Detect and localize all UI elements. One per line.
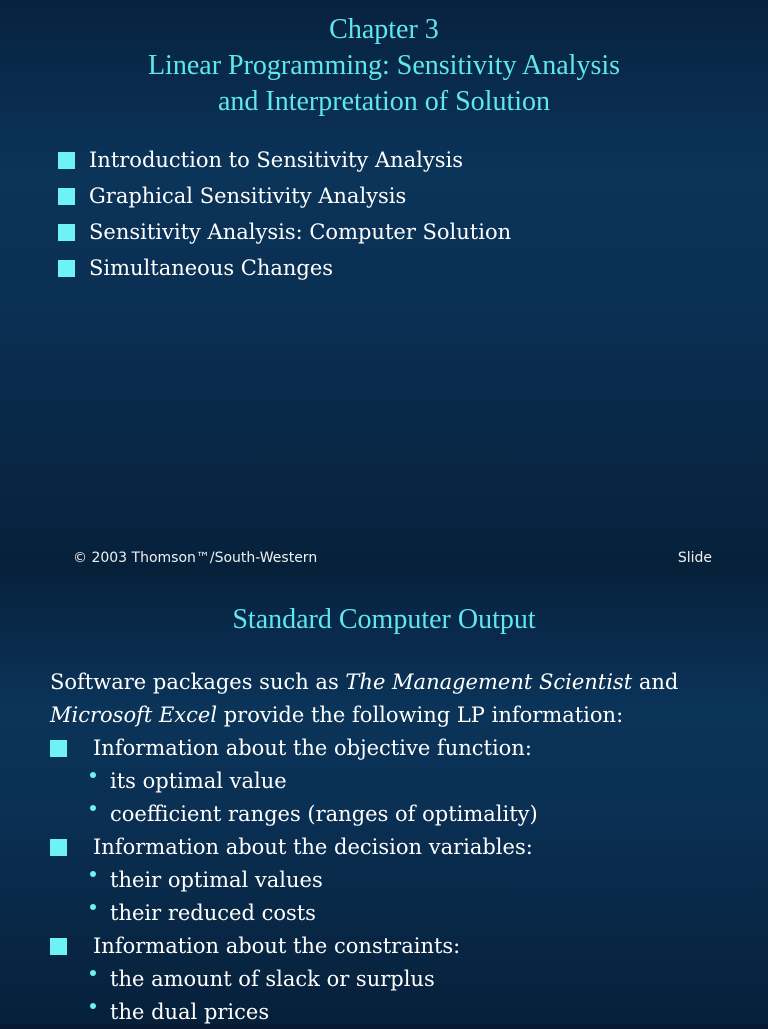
list-item bbox=[58, 142, 511, 178]
sub-item-text: the dual prices bbox=[110, 1000, 270, 1024]
square-bullet-icon bbox=[58, 260, 75, 277]
sub-item-text: their reduced costs bbox=[110, 901, 316, 925]
sub-item-text: the amount of slack or surplus bbox=[110, 967, 435, 991]
dot-bullet-icon bbox=[90, 805, 96, 811]
dot-bullet-icon bbox=[90, 1003, 96, 1009]
slide-2 bbox=[0, 576, 768, 1024]
sub-list-item bbox=[90, 996, 748, 1029]
slide-2-body bbox=[50, 666, 748, 1029]
sub-list-item bbox=[90, 897, 748, 930]
sub-list bbox=[50, 864, 748, 930]
title-line-2: Linear Programming: Sensitivity Analysis bbox=[147, 50, 621, 81]
list-item bbox=[58, 250, 511, 286]
section-label: Information about the decision variables: bbox=[93, 835, 533, 859]
section-label: Information about the objective function: bbox=[93, 736, 532, 760]
intro-text: and bbox=[632, 670, 679, 694]
dot-bullet-icon bbox=[90, 772, 96, 778]
square-bullet-icon bbox=[58, 188, 75, 205]
sub-item-text: its optimal value bbox=[110, 769, 287, 793]
square-bullet-icon bbox=[58, 152, 75, 169]
intro-italic-product: Microsoft Excel bbox=[50, 703, 218, 727]
intro-italic-product: The Management Scientist bbox=[345, 670, 633, 694]
square-bullet-icon bbox=[50, 839, 67, 856]
slide-2-title: Standard Computer Output bbox=[232, 604, 536, 635]
slide-footer bbox=[73, 550, 712, 566]
bullet-text: Sensitivity Analysis: Computer Solution bbox=[89, 220, 512, 244]
sub-list-item bbox=[90, 963, 748, 996]
slide-1-bullet-list bbox=[58, 142, 511, 286]
dot-bullet-icon bbox=[90, 970, 96, 976]
intro-text: Software packages such as bbox=[50, 670, 346, 694]
dot-bullet-icon bbox=[90, 904, 96, 910]
intro-text: provide the following LP information: bbox=[217, 703, 624, 727]
sub-list-item bbox=[90, 765, 748, 798]
list-item bbox=[50, 732, 748, 831]
bullet-text: Introduction to Sensitivity Analysis bbox=[89, 148, 464, 172]
intro-line-2 bbox=[50, 699, 748, 732]
bullet-text: Graphical Sensitivity Analysis bbox=[89, 184, 407, 208]
section-label: Information about the constraints: bbox=[93, 934, 461, 958]
sub-list bbox=[50, 765, 748, 831]
square-bullet-icon bbox=[58, 224, 75, 241]
sub-list-item bbox=[90, 864, 748, 897]
square-bullet-icon bbox=[50, 938, 67, 955]
title-line-1: Chapter 3 bbox=[329, 14, 439, 45]
list-item bbox=[58, 214, 511, 250]
bullet-text: Simultaneous Changes bbox=[89, 256, 334, 280]
square-bullet-icon bbox=[50, 740, 67, 757]
list-item bbox=[50, 831, 748, 930]
intro-line-1 bbox=[50, 666, 748, 699]
sub-item-text: coefficient ranges (ranges of optimality) bbox=[110, 802, 538, 826]
list-item bbox=[58, 178, 511, 214]
title-line-3: and Interpretation of Solution bbox=[217, 86, 551, 117]
slide-number-label: Slide bbox=[677, 550, 712, 566]
list-item bbox=[50, 930, 748, 1029]
slide-2-bullet-list bbox=[50, 732, 748, 1029]
slide-1-title bbox=[0, 12, 768, 120]
sub-list bbox=[50, 963, 748, 1029]
sub-item-text: their optimal values bbox=[110, 868, 323, 892]
copyright-text: © 2003 Thomson™/South-Western bbox=[73, 550, 318, 566]
dot-bullet-icon bbox=[90, 871, 96, 877]
sub-list-item bbox=[90, 798, 748, 831]
